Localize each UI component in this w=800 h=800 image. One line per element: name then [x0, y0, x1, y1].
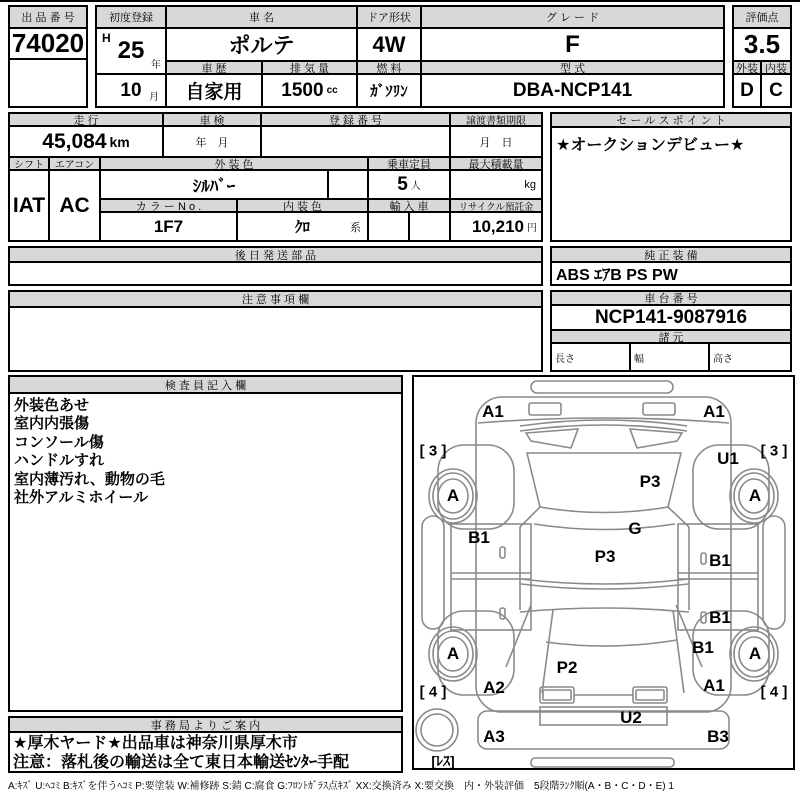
caution-label: 注 意 事 項 欄: [10, 292, 541, 308]
era-letter: H: [102, 31, 111, 45]
first-registration-year-cell: [97, 29, 167, 75]
inspector-note: 室内内張傷: [14, 415, 90, 433]
lot-number-value: 74020: [11, 29, 85, 58]
damage-code: [ 4 ]: [760, 683, 788, 701]
mileage-value: 45,084: [42, 129, 107, 153]
displacement-value: 1500: [281, 79, 324, 101]
equipment-box: [550, 246, 792, 286]
damage-code: G: [628, 519, 642, 538]
chassis-box: [550, 290, 792, 372]
mileage-label: 走 行: [10, 114, 164, 127]
interior-color-value: ｸﾛ: [294, 219, 310, 236]
month-unit: 月: [149, 92, 159, 103]
shaken-value: 年 月: [164, 127, 262, 158]
fuel-value: ｶﾞｿﾘﾝ: [358, 75, 422, 106]
sales-point-box: [550, 112, 792, 242]
damage-code: A: [748, 486, 762, 505]
caution-box: [8, 290, 543, 372]
car-top-view-drawing: [414, 377, 793, 768]
aircon-value: AC: [50, 171, 101, 240]
recycle-deposit-label: リサイクル預託金: [451, 200, 541, 213]
aircon-label: エアコン: [50, 158, 101, 171]
door-shape-label: ドア形状: [358, 7, 422, 29]
displacement-cell: [263, 75, 358, 106]
chassis-value: NCP141-9087916: [552, 306, 790, 331]
damage-code: B1: [709, 551, 731, 570]
mileage-unit: km: [109, 133, 130, 150]
displacement-unit: cc: [326, 85, 338, 96]
interior-color-label: 内 装 色: [238, 200, 369, 213]
import-cell-2: [410, 213, 451, 240]
damage-code: B3: [707, 727, 729, 746]
shift-value: IAT: [10, 171, 50, 240]
inspector-note: コンソール傷: [14, 433, 104, 451]
shaken-label: 車 検: [164, 114, 262, 127]
office-notice-line: 注意：落札後の輸送は全て東日本輸送ｾﾝﾀｰ手配: [13, 754, 350, 771]
office-notice-line: ★厚木ヤード★出品車は神奈川県厚木市: [13, 735, 298, 752]
grade-value: F: [422, 29, 723, 62]
damage-code: [ 3 ]: [419, 442, 447, 460]
damage-code: A1: [482, 402, 504, 421]
spec-length-label: 長さ: [555, 353, 575, 365]
interior-grade-value: C: [762, 75, 790, 106]
damage-code: P2: [556, 658, 578, 677]
inspector-note: ハンドルすれ: [14, 452, 105, 470]
model-code-label: 型 式: [422, 62, 723, 75]
mileage-cell: [10, 127, 164, 158]
score-box: [732, 5, 792, 108]
damage-code: A3: [483, 727, 505, 746]
interior-color-unit: 系: [350, 222, 361, 234]
import-label: 輸 入 車: [369, 200, 451, 213]
car-name-value: ポルテ: [167, 29, 358, 62]
first-registration-month-cell: [97, 75, 167, 106]
damage-code: A: [446, 644, 460, 663]
payload-label: 最大積載量: [451, 158, 541, 171]
displacement-label: 排 気 量: [263, 62, 358, 75]
capacity-unit: 人: [410, 181, 421, 192]
door-shape-value: 4W: [358, 29, 422, 62]
exterior-grade-label: 外装: [734, 62, 762, 75]
damage-code: [ 4 ]: [419, 683, 447, 701]
inspector-notes-label: 検 査 員 記 入 欄: [10, 377, 401, 394]
interior-color-cell: [238, 213, 369, 240]
chassis-label: 車 台 番 号: [552, 292, 790, 306]
office-notice-lines: [13, 734, 349, 772]
exterior-grade-value: D: [734, 75, 762, 106]
exterior-color-label: 外 装 色: [101, 158, 369, 171]
recycle-deposit-cell: [451, 213, 541, 240]
recycle-deposit-value: 10,210: [472, 216, 524, 236]
model-code-value: DBA-NCP141: [422, 75, 723, 106]
sales-point-label: セ ー ル ス ポ イ ン ト: [552, 114, 790, 128]
damage-code: A1: [703, 676, 725, 695]
office-notice-label: 事 務 局 よ り ご 案 内: [10, 718, 401, 733]
inspector-note: 外装色あせ: [14, 397, 90, 414]
lot-number-box: [8, 5, 88, 108]
registration-number-value: [262, 127, 451, 158]
transfer-deadline-label: 譲渡書類期限: [451, 114, 541, 127]
inspector-note: 社外アルミホイール: [14, 489, 149, 507]
history-value: 自家用: [167, 75, 263, 106]
exterior-color-value: ｼﾙﾊﾞｰ: [101, 171, 329, 200]
lot-number-label: 出 品 番 号: [10, 7, 86, 29]
spec-length-cell: [552, 344, 631, 370]
equipment-value: ABS ｴｱB PS PW: [552, 263, 790, 284]
history-label: 車 歴: [167, 62, 263, 75]
later-parts-label: 後 日 発 送 部 品: [10, 248, 541, 263]
car-name-label: 車 名: [167, 7, 358, 29]
damage-code-legend: A:ｷｽﾞ U:ﾍｺﾐ B:ｷｽﾞを伴うﾍｺﾐ P:要塗装 W:補修跡 S:錆 C:腐食 G:ﾌﾛﾝﾄｶﾞﾗｽ点ｷｽﾞ XX:交換済み X:要交換 内・外装評価 5段階ﾗﾝｸ順(A・B・C・D・E) 1: [8, 781, 674, 792]
damage-code: P3: [639, 472, 661, 491]
spec-height-label: 高さ: [713, 353, 733, 365]
info-grid: [8, 112, 543, 242]
later-parts-box: [8, 246, 543, 286]
damage-code: A2: [483, 678, 505, 697]
interior-grade-label: 内装: [762, 62, 790, 75]
grade-label: グ レ ー ド: [422, 7, 723, 29]
later-parts-value: [10, 263, 541, 284]
spec-width-cell: [631, 344, 710, 370]
damage-code: B1: [692, 638, 714, 657]
score-value: 3.5: [734, 29, 790, 62]
damage-code: [ 3 ]: [760, 442, 788, 460]
shift-label: シフト: [10, 158, 50, 171]
capacity-cell: [369, 171, 451, 200]
exterior-color-extra-cell: [329, 171, 369, 200]
import-cell-1: [369, 213, 410, 240]
inspector-notes-box: [8, 375, 403, 712]
payload-cell: [451, 171, 541, 200]
office-notice-box: [8, 716, 403, 773]
transfer-deadline-value: 月 日: [451, 127, 541, 158]
color-number-label: カ ラ ー N o .: [101, 200, 238, 213]
inspector-notes-list: [14, 397, 165, 507]
damage-code: U1: [717, 449, 739, 468]
spec-label: 諸 元: [552, 331, 790, 344]
damage-code: A1: [703, 402, 725, 421]
score-label: 評価点: [734, 7, 790, 29]
inspector-note: 室内薄汚れ、動物の毛: [14, 470, 165, 488]
spec-width-label: 幅: [634, 353, 644, 365]
first-registration-label: 初度登録: [97, 7, 167, 29]
caution-value: [10, 308, 541, 370]
registration-year: 25: [117, 37, 145, 64]
damage-code: A: [446, 486, 460, 505]
payload-unit: kg: [524, 178, 536, 191]
damage-code: P3: [594, 547, 616, 566]
sales-point-text: ★オークションデビュー★: [556, 137, 745, 154]
damage-code: [ﾚｽ]: [431, 753, 455, 769]
capacity-value: 5: [397, 173, 408, 195]
capacity-label: 乗車定員: [369, 158, 451, 171]
equipment-label: 純 正 装 備: [552, 248, 790, 263]
year-unit: 年: [151, 60, 161, 71]
color-number-value: 1F7: [101, 213, 238, 240]
registration-month: 10: [120, 79, 142, 101]
damage-code: B1: [468, 528, 490, 547]
vehicle-header-grid: [95, 5, 725, 108]
fuel-label: 燃 料: [358, 62, 422, 75]
spec-height-cell: [710, 344, 790, 370]
damage-code: B1: [709, 608, 731, 627]
damage-diagram-box: [412, 375, 795, 770]
damage-code: U2: [620, 708, 642, 727]
recycle-deposit-unit: 円: [527, 223, 537, 234]
damage-code: A: [748, 644, 762, 663]
registration-number-label: 登 録 番 号: [262, 114, 451, 127]
top-border-line: [0, 0, 800, 2]
